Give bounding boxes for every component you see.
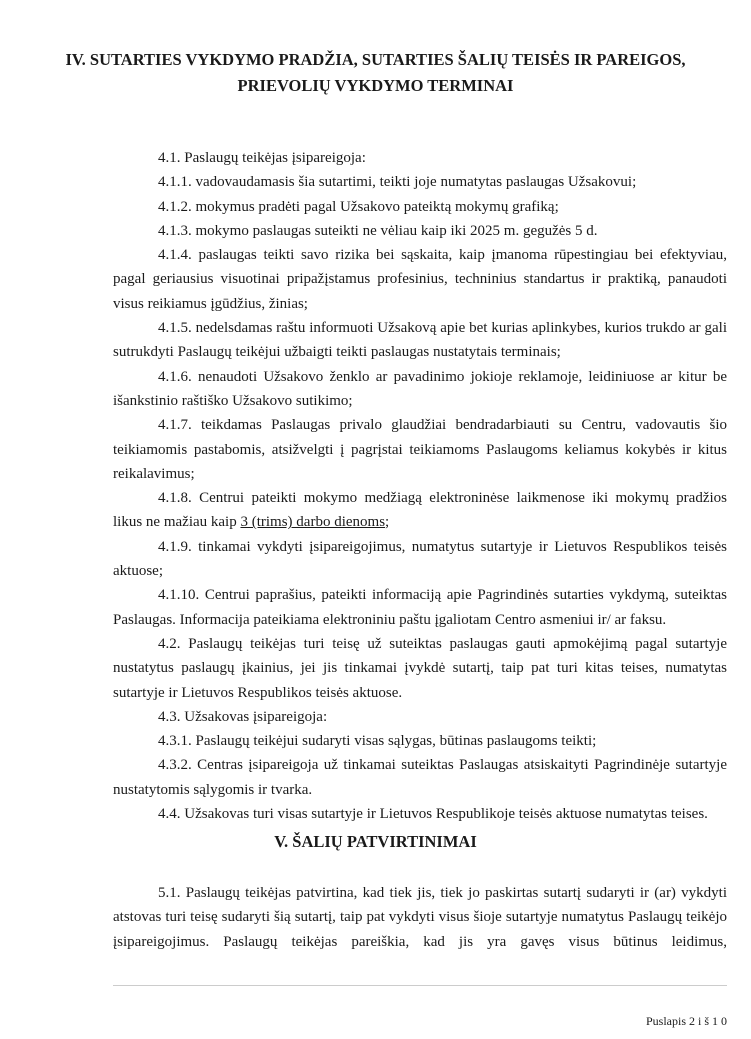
clause-4-2: 4.2. Paslaugų teikėjas turi teisę už suteiktas paslaugas gauti apmokėjimą pagal sutartyje nustatytus paslaugų įkainius, jei jis tinkamai įvykdė sutartį, taip pat turi kitas teises, numatytas sutartyje ir Lietuvos Respublikos teisės aktuose. [113,635,727,701]
clause-4-1-3: 4.1.3. mokymo paslaugas suteikti ne vėliau kaip iki 2025 m. gegužės 5 d. [158,222,598,239]
clause-4-1-9: 4.1.9. tinkamai vykdyti įsipareigojimus, numatytus sutartyje ir Lietuvos Respublikos teisės aktuose; [113,538,727,580]
section-4-title-line-2: PRIEVOLIŲ VYKDYMO TERMINAI [237,76,514,95]
clause-4-1-2: 4.1.2. mokymus pradėti pagal Užsakovo pateiktą mokymų grafiką; [158,198,559,215]
clause-4-1-10: 4.1.10. Centrui paprašius, pateikti informaciją apie Pagrindinės sutarties vykdymą, suteiktas Paslaugas. Informacija pateikiama elektroniniu paštu įgaliotam Centro asmeniui ir/ ar faksu. [113,587,727,628]
clause-4-1-5: 4.1.5. nedelsdamas raštu informuoti Užsakovą apie bet kurias aplinkybes, kurios trukdo ar gali sutrukdyti Paslaugų teikėjui užbaigti teikti paslaugas nustatytais terminais; [113,320,727,361]
clause-4-4: 4.4. Užsakovas turi visas sutartyje ir Lietuvos Respublikoje teisės aktuose numatytas teises. [158,806,708,823]
section-4-body [113,146,727,826]
clause-4-1-6: 4.1.6. nenaudoti Užsakovo ženklo ar pavadinimo jokioje reklamoje, leidiniuose ar kitur be išankstinio raštiško Užsakovo sutikimo; [113,368,727,409]
section-5-title: V. ŠALIŲ PATVIRTINIMAI [274,832,477,851]
clause-4-1-8-end: ; [385,514,390,531]
clause-4-3-1: 4.3.1. Paslaugų teikėjui sudaryti visas sąlygas, būtinas paslaugoms teikti; [158,733,597,750]
clause-4-1-8-text: 4.1.8. Centrui pateikti mokymo medžiagą elektroninėse laikmenose iki mokymų pradžios likus ne mažiau kaip [113,490,727,531]
clause-4-1-7: 4.1.7. teikdamas Paslaugas privalo glaudžiai bendradarbiauti su Centru, vadovautis šio teikiamomis pastabomis, atsižvelgti į pagrįstai teikiamoms Paslaugoms keliamus kokybės ir kitus reikalavimus; [113,417,727,482]
clause-4-1-8-deadline: 3 (trims) darbo dienoms [240,514,386,531]
section-5-body [113,881,727,954]
clause-4-1-8 [113,486,727,535]
section-4-title-line-1: IV. SUTARTIES VYKDYMO PRADŽIA, SUTARTIES ŠALIŲ TEISĖS IR PAREIGOS, [65,50,686,69]
clause-4-1-1: 4.1.1. vadovaudamasis šia sutartimi, teikti joje numatytas paslaugas Užsakovui; [158,174,637,191]
clause-4-1-4: 4.1.4. paslaugas teikti savo rizika bei sąskaita, kaip įmanoma rūpestingiau bei efektyviau, pagal geriausius visuotinai pripažįstamus profesinius, techninius standartus ir praktiką, panaudoti visus reikiamus įgūdžius, žinias; [113,247,727,312]
clause-5-1: 5.1. Paslaugų teikėjas patvirtina, kad tiek jis, tiek jo paskirtas sutartį sudaryti ir (ar) vykdyti atstovas turi teisę sudaryti šią sutartį, taip pat vykdyti visus šioje sutartyje numatytus Paslaugų teikėjo įsipareigojimus. Paslaugų teikėjas pareiškia, kad jis yra gavęs visus būtinus leidimus, [113,885,727,950]
page-number: Puslapis 2 i š 1 0 [645,1014,727,1028]
footer-divider [113,985,727,986]
clause-4-1: 4.1. Paslaugų teikėjas įsipareigoja: [158,150,366,166]
clause-4-3-2: 4.3.2. Centras įsipareigoja už tinkamai suteiktas Paslaugas atsiskaityti Pagrindinėje sutartyje nustatytomis sąlygomis ir tvarka. [113,757,727,798]
clause-4-3: 4.3. Užsakovas įsipareigoja: [158,708,328,725]
